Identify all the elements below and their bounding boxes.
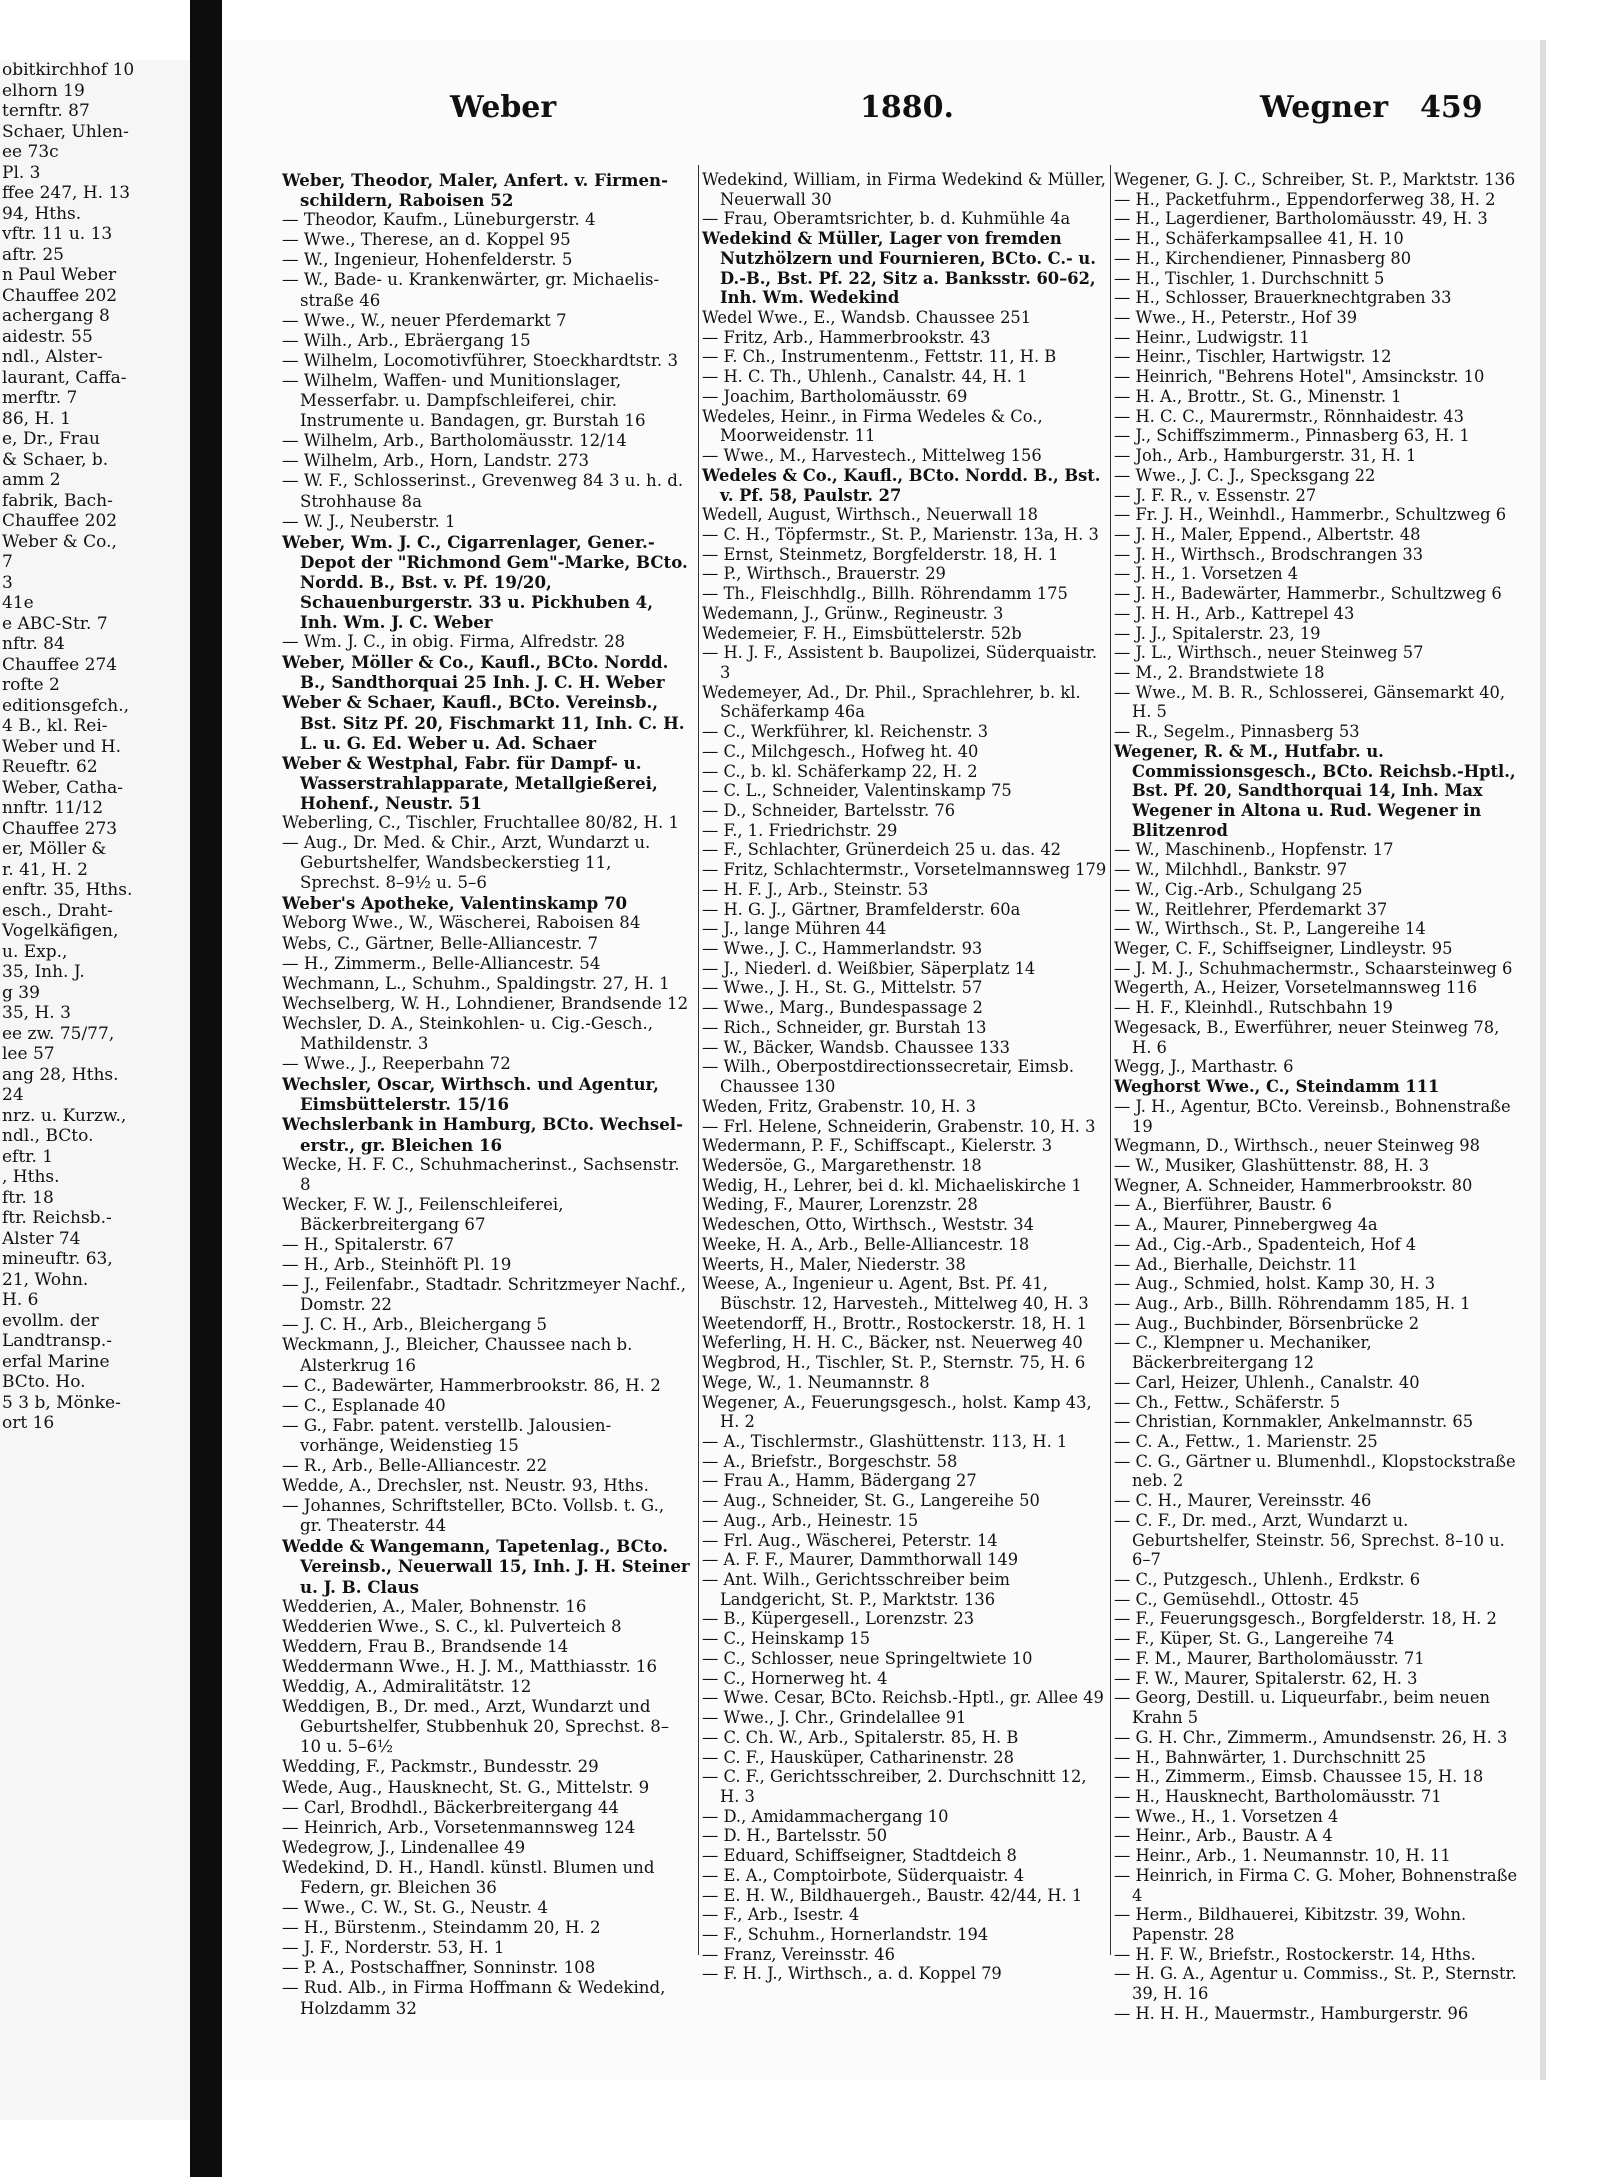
directory-entry: Wedeschen, Otto, Wirthsch., Weststr. 34 xyxy=(702,1215,1034,1235)
directory-entry: — C. F., Hausküper, Catharinenstr. 28 xyxy=(702,1747,1014,1767)
directory-entry: — Wwe., C. W., St. G., Neustr. 4 xyxy=(282,1898,548,1918)
directory-entry: — C. H., Maurer, Vereinsstr. 46 xyxy=(1114,1491,1372,1511)
directory-entry: Wedde & Wangemann, Tapetenlag., BCto. Vereinsb., Neuerwall 15, Inh. J. H. Steiner u. J. B. Claus xyxy=(282,1536,690,1597)
directory-entry: — Wwe., Therese, an d. Koppel 95 xyxy=(282,230,571,250)
directory-entry: Wedig, H., Lehrer, bei d. kl. Michaeliskirche 1 xyxy=(702,1175,1082,1195)
facing-page-line: erfal Marine xyxy=(2,1351,110,1372)
facing-page-line: 5 3 b, Mönke- xyxy=(2,1392,121,1413)
page-header xyxy=(260,90,1500,134)
directory-entry: — C., Milchgesch., Hofweg ht. 40 xyxy=(702,741,979,761)
facing-page-line: Chauffee 274 xyxy=(2,654,118,675)
directory-entry: — H., Hausknecht, Bartholomäusstr. 71 xyxy=(1114,1786,1442,1806)
directory-entry: — H. G. A., Agentur u. Commiss., St. P., Sternstr. 39, H. 16 xyxy=(1114,1964,1517,2004)
directory-entry: — Wwe., J. H., St. G., Mittelstr. 57 xyxy=(702,978,983,998)
facing-page-line: elhorn 19 xyxy=(2,80,85,101)
directory-entry: — Aug., Arb., Billh. Röhrendamm 185, H. 1 xyxy=(1114,1293,1471,1313)
directory-entry: — J. L., Wirthsch., neuer Steinweg 57 xyxy=(1114,643,1424,663)
facing-page-line: Chauffee 273 xyxy=(2,818,118,839)
directory-entry: — Wwe., Marg., Bundespassage 2 xyxy=(702,998,983,1018)
directory-entry: — Eduard, Schiffseigner, Stadtdeich 8 xyxy=(702,1846,1017,1866)
directory-entry: — Frau, Oberamtsrichter, b. d. Kuhmühle 4a xyxy=(702,209,1071,229)
directory-entry: — W., Bäcker, Wandsb. Chaussee 133 xyxy=(702,1037,1010,1057)
directory-entry: — E. H. W., Bildhauergeh., Baustr. 42/44, H. 1 xyxy=(702,1885,1083,1905)
directory-entry: — Wwe., W., neuer Pferdemarkt 7 xyxy=(282,310,567,330)
directory-entry: — H. F., Kleinhdl., Rutschbahn 19 xyxy=(1114,998,1393,1018)
directory-entry: — C., Heinskamp 15 xyxy=(702,1629,871,1649)
directory-entry: — Ad., Cig.-Arb., Spadenteich, Hof 4 xyxy=(1114,1234,1417,1254)
directory-entry: — Aug., Schmied, holst. Kamp 30, H. 3 xyxy=(1114,1274,1436,1294)
directory-entry: Webs, C., Gärtner, Belle-Alliancestr. 7 xyxy=(282,933,599,953)
directory-entry: — H., Zimmerm., Belle-Alliancestr. 54 xyxy=(282,953,601,973)
directory-entry: — F., Arb., Isestr. 4 xyxy=(702,1905,860,1925)
directory-entry: Weber, Möller & Co., Kaufl., BCto. Nordd. B., Sandthorquai 25 Inh. J. C. H. Weber xyxy=(282,652,669,693)
directory-entry: — Heinrich, in Firma C. G. Moher, Bohnenstraße 4 xyxy=(1114,1865,1518,1905)
directory-entry: — Theodor, Kaufm., Lüneburgerstr. 4 xyxy=(282,210,596,230)
facing-page-line: esch., Draht- xyxy=(2,900,113,921)
directory-entry: — Aug., Buchbinder, Börsenbrücke 2 xyxy=(1114,1313,1420,1333)
directory-entry: — Wwe., M., Harvestech., Mittelweg 156 xyxy=(702,446,1042,466)
directory-entry: — Wwe., J., Reeperbahn 72 xyxy=(282,1054,511,1074)
facing-page-line: Weber & Co., xyxy=(2,531,117,552)
directory-entry: — H., Bahnwärter, 1. Durchschnitt 25 xyxy=(1114,1747,1427,1767)
directory-entry: — H., Kirchendiener, Pinnasberg 80 xyxy=(1114,248,1412,268)
directory-entry: — J. H., Maler, Eppend., Albertstr. 48 xyxy=(1114,524,1421,544)
facing-page-line: & Schaer, b. xyxy=(2,449,109,470)
facing-page-line: editionsgefch., xyxy=(2,695,130,716)
directory-entry: Wegener, G. J. C., Schreiber, St. P., Marktstr. 136 xyxy=(1114,170,1516,189)
directory-entry: — C., Klempner u. Mechaniker, Bäckerbreitergang 12 xyxy=(1114,1333,1372,1373)
directory-entry: — H. C. C., Maurermstr., Rönnhaidestr. 43 xyxy=(1114,406,1465,426)
facing-page-line: e, Dr., Frau xyxy=(2,429,100,449)
directory-entry: — Herm., Bildhauerei, Kibitzstr. 39, Wohn. Papenstr. 28 xyxy=(1114,1905,1467,1944)
directory-entry: Wegerth, A., Heizer, Vorsetelmannsweg 116 xyxy=(1114,978,1478,998)
facing-page-line: ternftr. 87 xyxy=(2,101,90,121)
directory-entry: — Heinrich, "Behrens Hotel", Amsinckstr. 10 xyxy=(1114,367,1485,387)
facing-page-line: 86, H. 1 xyxy=(2,408,71,429)
directory-entry: — C., Esplanade 40 xyxy=(282,1395,446,1415)
directory-entry: — H., Tischler, 1. Durchschnitt 5 xyxy=(1114,268,1385,288)
directory-entry: Weddermann Wwe., H. J. M., Matthiasstr. 16 xyxy=(282,1656,658,1676)
directory-entry: — W. F., Schlosserinst., Grevenweg 84 3 u. h. d. Strohhause 8a xyxy=(282,471,684,511)
directory-entry: Weckmann, J., Bleicher, Chaussee nach b. Alsterkrug 16 xyxy=(282,1335,633,1375)
directory-entry: — P. A., Postschaffner, Sonninstr. 108 xyxy=(282,1958,596,1978)
directory-entry: — R., Arb., Belle-Alliancestr. 22 xyxy=(282,1456,548,1475)
facing-page-line: Alster 74 xyxy=(2,1228,81,1249)
directory-entry: — W., Reitlehrer, Pferdemarkt 37 xyxy=(1114,899,1388,919)
directory-entry: — C. F., Gerichtsschreiber, 2. Durchschnitt 12, H. 3 xyxy=(702,1767,1087,1806)
directory-entry: — H., Zimmerm., Eimsb. Chaussee 15, H. 18 xyxy=(1114,1767,1484,1787)
directory-entry: — H., Spitalerstr. 67 xyxy=(282,1234,455,1254)
directory-entry: Wedding, F., Packmstr., Bundesstr. 29 xyxy=(282,1757,599,1777)
facing-page-fragment xyxy=(0,60,190,2120)
directory-entry: — Georg, Destill. u. Liqueurfabr., beim neuen Krahn 5 xyxy=(1114,1688,1490,1728)
facing-page-line: mineuftr. 63, xyxy=(2,1249,113,1269)
column-2 xyxy=(702,170,1110,1984)
directory-entry: — Franz, Vereinsstr. 46 xyxy=(702,1944,895,1964)
directory-entry: Wedeles, Heinr., in Firma Wedeles & Co., Moorweidenstr. 11 xyxy=(702,406,1043,446)
directory-entry: Weetendorff, H., Brottr., Rostockerstr. 18, H. 1 xyxy=(702,1313,1087,1333)
directory-entry: Wedell, August, Wirthsch., Neuerwall 18 xyxy=(702,505,1038,525)
directory-entry: — Heinr., Arb., 1. Neumannstr. 10, H. 11 xyxy=(1114,1846,1451,1866)
directory-entry: — Ad., Bierhalle, Deichstr. 11 xyxy=(1114,1254,1358,1274)
facing-page-line: aftr. 25 xyxy=(2,244,64,265)
directory-entry: — J. H., Wirthsch., Brodschrangen 33 xyxy=(1114,544,1424,564)
facing-page-line: H. 6 xyxy=(2,1290,39,1310)
directory-entry: — Wilhelm, Arb., Bartholomäusstr. 12/14 xyxy=(282,431,627,451)
directory-entry: — A., Maurer, Pinnebergweg 4a xyxy=(1114,1215,1378,1235)
directory-entry: — M., 2. Brandstwiete 18 xyxy=(1114,662,1325,682)
directory-entry: Weferling, H. H. C., Bäcker, nst. Neuerweg 40 xyxy=(702,1333,1083,1353)
header-year: 1880. xyxy=(860,90,954,125)
directory-entry: — J., lange Mühren 44 xyxy=(702,919,887,939)
directory-entry: — J. H. H., Arb., Kattrepel 43 xyxy=(1114,603,1355,623)
directory-entry: — F., 1. Friedrichstr. 29 xyxy=(702,820,898,840)
directory-entry: Wedekind, D. H., Handl. künstl. Blumen und Federn, gr. Bleichen 36 xyxy=(282,1857,655,1897)
directory-entry: — Heinrich, Arb., Vorsetenmannsweg 124 xyxy=(282,1817,636,1837)
directory-entry: — Wwe., J. Chr., Grindelallee 91 xyxy=(702,1708,967,1728)
directory-entry: — J. F. R., v. Essenstr. 27 xyxy=(1114,485,1317,505)
directory-entry: — Ernst, Steinmetz, Borgfelderstr. 18, H. 1 xyxy=(702,544,1059,564)
directory-entry: Weber & Schaer, Kaufl., BCto. Vereinsb., Bst. Sitz Pf. 20, Fischmarkt 11, Inh. C. H. L. u. G. Ed. Weber u. Ad. Schaer xyxy=(282,692,685,753)
directory-entry: Weber, Wm. J. C., Cigarrenlager, Gener.-Depot der "Richmond Gem"-Marke, BCto. Nordd. B., Bst. v. Pf. 19/20, Schauenburgerstr. 33 u. Pickhuben 4, Inh. Wm. J. C. Weber xyxy=(282,531,688,633)
column-1 xyxy=(282,170,690,2019)
directory-entry: — F., Schuhm., Hornerlandstr. 194 xyxy=(702,1924,989,1944)
facing-page-line: ftr. 18 xyxy=(2,1187,54,1208)
directory-entry: Wedeles & Co., Kaufl., BCto. Nordd. B., Bst. v. Pf. 58, Paulstr. 27 xyxy=(702,465,1101,505)
directory-entry: — J. H., Agentur, BCto. Vereinsb., Bohnenstraße 19 xyxy=(1114,1096,1511,1136)
facing-page-line: ftr. Reichsb.- xyxy=(2,1208,112,1228)
directory-entry: — Christian, Kornmakler, Ankelmannstr. 65 xyxy=(1114,1412,1474,1432)
directory-entry: — H., Bürstenm., Steindamm 20, H. 2 xyxy=(282,1918,601,1938)
facing-page-line: , Hths. xyxy=(2,1167,60,1187)
directory-entry: — C. G., Gärtner u. Blumenhdl., Klopstockstraße neb. 2 xyxy=(1114,1451,1516,1491)
directory-entry: Wechsler, D. A., Steinkohlen- u. Cig.-Gesch., Mathildenstr. 3 xyxy=(282,1013,654,1054)
facing-page-line: laurant, Caffa- xyxy=(2,367,127,388)
column-rule-1 xyxy=(698,165,699,1955)
directory-entry: — C., Putzgesch., Uhlenh., Erdkstr. 6 xyxy=(1114,1570,1421,1590)
directory-entry: Wedel Wwe., E., Wandsb. Chaussee 251 xyxy=(702,308,1032,328)
facing-page-line: 94, Hths. xyxy=(2,203,82,224)
directory-entry: Weese, A., Ingenieur u. Agent, Bst. Pf. 41, Büschstr. 12, Harvesteh., Mittelweg 40, H. 3 xyxy=(702,1274,1089,1313)
directory-entry: — C., Badewärter, Hammerbrookstr. 86, H. 2 xyxy=(282,1375,661,1395)
directory-entry: — C., Gemüsehdl., Ottostr. 45 xyxy=(1114,1589,1360,1609)
facing-page-line: 35, H. 3 xyxy=(2,1003,71,1023)
facing-page-line: e ABC-Str. 7 xyxy=(2,613,108,634)
directory-entry: — A., Briefstr., Borgeschstr. 58 xyxy=(702,1451,958,1471)
directory-entry: — Fritz, Arb., Hammerbrookstr. 43 xyxy=(702,327,991,347)
directory-entry: — Wilh., Arb., Ebräergang 15 xyxy=(282,330,531,350)
directory-entry: — F. H. J., Wirthsch., a. d. Koppel 79 xyxy=(702,1964,1002,1984)
directory-entry: Weborg Wwe., W., Wäscherei, Raboisen 84 xyxy=(282,913,641,933)
directory-entry: — P., Wirthsch., Brauerstr. 29 xyxy=(702,564,946,584)
directory-entry: — J., Niederl. d. Weißbier, Säperplatz 14 xyxy=(702,958,1036,978)
directory-entry: — Fr. J. H., Weinhdl., Hammerbr., Schultzweg 6 xyxy=(1114,505,1507,525)
facing-page-line: Chauffee 202 xyxy=(2,511,118,531)
directory-entry: Wedegrow, J., Lindenallee 49 xyxy=(282,1837,526,1857)
directory-entry: Weber, Theodor, Maler, Anfert. v. Firmen-schildern, Raboisen 52 xyxy=(282,170,668,211)
facing-page-line: Landtransp.- xyxy=(2,1331,113,1351)
directory-entry: — Wwe., M. B. R., Schlosserei, Gänsemarkt 40, H. 5 xyxy=(1114,682,1506,722)
directory-entry: — J. H., 1. Vorsetzen 4 xyxy=(1114,564,1299,584)
directory-entry: Wegener, A., Feuerungsgesch., holst. Kamp 43, H. 2 xyxy=(702,1392,1092,1432)
directory-entry: — Wilhelm, Arb., Horn, Landstr. 273 xyxy=(282,451,590,471)
facing-page-line: nrz. u. Kurzw., xyxy=(2,1105,127,1126)
directory-entry: — H. F. J., Arb., Steinstr. 53 xyxy=(702,879,929,899)
directory-entry: — J., Schiffszimmerm., Pinnasberg 63, H. 1 xyxy=(1114,426,1470,446)
directory-entry: — H. F. W., Briefstr., Rostockerstr. 14, Hths. xyxy=(1114,1944,1476,1964)
directory-entry: — J. H., Badewärter, Hammerbr., Schultzweg 6 xyxy=(1114,584,1502,604)
directory-entry: Wege, W., 1. Neumannstr. 8 xyxy=(702,1372,930,1392)
facing-page-line: ang 28, Hths. xyxy=(2,1064,119,1085)
directory-entry: — A., Bierführer, Baustr. 6 xyxy=(1114,1195,1332,1215)
facing-page-line: 41e xyxy=(2,593,34,613)
directory-entry: Weeke, H. A., Arb., Belle-Alliancestr. 18 xyxy=(702,1234,1030,1254)
directory-entry: — Heinr., Tischler, Hartwigstr. 12 xyxy=(1114,347,1392,367)
directory-entry: Weberling, C., Tischler, Fruchtallee 80/82, H. 1 xyxy=(282,813,680,832)
directory-entry: Wechselberg, W. H., Lohndiener, Brandsende 12 xyxy=(282,993,689,1013)
directory-entry: — H. H. H., Mauermstr., Hamburgerstr. 96 xyxy=(1114,2003,1469,2023)
directory-entry: — Wwe., J. C. J., Specksgang 22 xyxy=(1114,465,1376,485)
directory-entry: Weddig, A., Admiralitätstr. 12 xyxy=(282,1677,532,1697)
directory-entry: Wechslerbank in Hamburg, BCto. Wechsel-erstr., gr. Bleichen 16 xyxy=(282,1114,683,1155)
facing-page-line: fabrik, Bach- xyxy=(2,490,113,511)
directory-entry: — W., Ingenieur, Hohenfelderstr. 5 xyxy=(282,250,573,270)
directory-entry: Wedde, A., Drechsler, nst. Neustr. 93, Hths. xyxy=(282,1476,649,1496)
facing-page-line: er, Möller & xyxy=(2,839,107,859)
directory-entry: — J. C. H., Arb., Bleichergang 5 xyxy=(282,1315,548,1335)
directory-entry: — J. M. J., Schuhmachermstr., Schaarsteinweg 6 xyxy=(1114,958,1513,978)
directory-entry: — Wwe., J. C., Hammerlandstr. 93 xyxy=(702,939,983,959)
directory-entry: Wechmann, L., Schuhm., Spaldingstr. 27, H. 1 xyxy=(282,973,670,993)
facing-page-line: nftr. 84 xyxy=(2,634,65,654)
directory-entry: — D. H., Bartelsstr. 50 xyxy=(702,1826,888,1846)
facing-page-line: 4 B., kl. Rei- xyxy=(2,716,108,736)
facing-page-line: Schaer, Uhlen- xyxy=(2,121,129,142)
directory-entry: — W., Musiker, Glashüttenstr. 88, H. 3 xyxy=(1114,1155,1430,1175)
facing-page-line: aidestr. 55 xyxy=(2,326,93,347)
directory-entry: — C., Schlosser, neue Springeltwiete 10 xyxy=(702,1648,1033,1668)
facing-page-line: 24 xyxy=(2,1085,24,1105)
facing-page-line: vftr. 11 u. 13 xyxy=(2,224,113,244)
facing-page-line: Weber und H. xyxy=(2,736,122,757)
directory-entry: — A., Tischlermstr., Glashüttenstr. 113, H. 1 xyxy=(702,1432,1068,1451)
directory-entry: — C., Werkführer, kl. Reichenstr. 3 xyxy=(702,722,989,742)
directory-entry: Wedekind & Müller, Lager von fremden Nutzhölzern und Fournieren, BCto. C.- u. D.-B., Bst. Pf. 22, Sitz a. Banksstr. 60–62, Inh. Wm. Wedekind xyxy=(702,229,1096,308)
facing-page-line: nnftr. 11/12 xyxy=(2,798,104,818)
directory-entry: Wedekind, William, in Firma Wedekind & Müller, Neuerwall 30 xyxy=(702,170,1106,209)
directory-entry: — Aug., Arb., Heinestr. 15 xyxy=(702,1510,919,1530)
directory-entry: — Wilhelm, Waffen- und Munitionslager, Messerfabr. u. Dampfschleiferei, chir. Instrumente u. Bandagen, gr. Burstah 16 xyxy=(282,370,646,431)
directory-entry: — J. J., Spitalerstr. 23, 19 xyxy=(1114,623,1321,643)
directory-entry: Wegener, R. & M., Hutfabr. u. Commissionsgesch., BCto. Reichsb.-Hptl., Bst. Pf. 20, Sandthorquai 14, Inh. Max Wegener in Altona u. Rud. Wegener in Blitzenrod xyxy=(1114,741,1516,840)
facing-page-line: Reueftr. 62 xyxy=(2,757,98,777)
facing-page-line: Pl. 3 xyxy=(2,162,41,183)
directory-entry: — Carl, Brodhdl., Bäckerbreitergang 44 xyxy=(282,1797,619,1817)
directory-entry: — Wwe., H., Peterstr., Hof 39 xyxy=(1114,308,1358,328)
directory-entry: Wedderien Wwe., S. C., kl. Pulverteich 8 xyxy=(282,1616,622,1636)
directory-entry: — E. A., Comptoirbote, Süderquaistr. 4 xyxy=(702,1865,1025,1885)
directory-entry: — C. F., Dr. med., Arzt, Wundarzt u. Geburtshelfer, Steinstr. 56, Sprechst. 8–10 u. 6–7 xyxy=(1114,1510,1505,1570)
facing-page-line: g 39 xyxy=(2,982,40,1003)
directory-entry: Wedersöe, G., Margarethenstr. 18 xyxy=(702,1155,982,1175)
facing-page-line: u. Exp., xyxy=(2,941,68,962)
directory-entry: Wegner, A. Schneider, Hammerbrookstr. 80 xyxy=(1114,1175,1473,1195)
facing-page-line: r. 41, H. 2 xyxy=(2,859,88,880)
directory-entry: — C., b. kl. Schäferkamp 22, H. 2 xyxy=(702,761,978,781)
directory-entry: — F., Küper, St. G., Langereihe 74 xyxy=(1114,1629,1395,1649)
directory-entry: — H. A., Brottr., St. G., Minenstr. 1 xyxy=(1114,386,1402,406)
facing-page-line: n Paul Weber xyxy=(2,265,117,285)
header-right-keyword: Wegner xyxy=(1260,90,1389,125)
facing-page-line: ee 73c xyxy=(2,142,59,162)
column-rule-2 xyxy=(1110,165,1111,1955)
directory-entry: — Aug., Schneider, St. G., Langereihe 50 xyxy=(702,1491,1040,1511)
directory-entry: — H., Lagerdiener, Bartholomäusstr. 49, H. 3 xyxy=(1114,209,1488,229)
directory-entry: — H., Arb., Steinhöft Pl. 19 xyxy=(282,1255,512,1275)
directory-entry: — H., Packetfuhrm., Eppendorferweg 38, H. 2 xyxy=(1114,189,1496,209)
directory-entry: Wedemann, J., Grünw., Regineustr. 3 xyxy=(702,603,1004,623)
directory-entry: — H. G. J., Gärtner, Bramfelderstr. 60a xyxy=(702,899,1021,919)
directory-entry: Weghorst Wwe., C., Steindamm 111 xyxy=(1114,1077,1440,1097)
header-left-keyword: Weber xyxy=(450,90,557,125)
facing-page-line: rofte 2 xyxy=(2,675,60,695)
directory-entry: — D., Schneider, Bartelsstr. 76 xyxy=(702,801,956,820)
facing-page-line: 7 xyxy=(2,552,13,572)
directory-entry: — F. W., Maurer, Spitalerstr. 62, H. 3 xyxy=(1114,1668,1418,1688)
directory-entry: — H., Schäferkampsallee 41, H. 10 xyxy=(1114,229,1404,249)
directory-entry: Weding, F., Maurer, Lorenzstr. 28 xyxy=(702,1195,978,1215)
column-3 xyxy=(1114,170,1522,2024)
directory-entry: Weerts, H., Maler, Niederstr. 38 xyxy=(702,1254,966,1274)
facing-page-line: Chauffee 202 xyxy=(2,285,118,306)
directory-entry: — Fritz, Schlachtermstr., Vorsetelmannsweg 179 xyxy=(702,860,1107,880)
directory-entry: — F., Schlachter, Grünerdeich 25 u. das. 42 xyxy=(702,840,1062,860)
facing-page-line: ndl., BCto. xyxy=(2,1126,94,1146)
directory-entry: — F. Ch., Instrumentenm., Fettstr. 11, H. B xyxy=(702,347,1057,367)
directory-entry: — C. A., Fettw., 1. Marienstr. 25 xyxy=(1114,1432,1378,1451)
directory-entry: — Frau A., Hamm, Bädergang 27 xyxy=(702,1471,977,1491)
directory-entry: — Th., Fleischhdlg., Billh. Röhrendamm 175 xyxy=(702,584,1068,604)
directory-entry: Weddern, Frau B., Brandsende 14 xyxy=(282,1636,569,1656)
directory-entry: — W., Bade- u. Krankenwärter, gr. Michaelis-straße 46 xyxy=(282,270,660,310)
directory-entry: Wegbrod, H., Tischler, St. P., Sternstr. 75, H. 6 xyxy=(702,1353,1086,1373)
directory-entry: Wedderien, A., Maler, Bohnenstr. 16 xyxy=(282,1596,587,1616)
directory-entry: — Ant. Wilh., Gerichtsschreiber beim Landgericht, St. P., Marktstr. 136 xyxy=(702,1570,1010,1609)
directory-entry: — Carl, Heizer, Uhlenh., Canalstr. 40 xyxy=(1114,1372,1420,1392)
book-gutter xyxy=(190,0,222,2177)
directory-entry: — Ch., Fettw., Schäferstr. 5 xyxy=(1114,1392,1341,1412)
facing-page-line: 35, Inh. J. xyxy=(2,962,85,982)
directory-entry: Wecker, F. W. J., Feilenschleiferei, Bäckerbreitergang 67 xyxy=(282,1194,564,1234)
directory-entry: — W., Maschinenb., Hopfenstr. 17 xyxy=(1114,840,1394,860)
directory-entry: Wegmann, D., Wirthsch., neuer Steinweg 98 xyxy=(1114,1136,1480,1156)
directory-entry: — Rich., Schneider, gr. Burstah 13 xyxy=(702,1017,987,1037)
directory-entry: Wegg, J., Marthastr. 6 xyxy=(1114,1057,1294,1077)
facing-page-line: amm 2 xyxy=(2,470,61,490)
directory-entry: — F. M., Maurer, Bartholomäusstr. 71 xyxy=(1114,1648,1425,1668)
directory-entry: — D., Amidammachergang 10 xyxy=(702,1806,949,1826)
facing-page-line: merftr. 7 xyxy=(2,388,78,408)
directory-entry: — Frl. Helene, Schneiderin, Grabenstr. 10, H. 3 xyxy=(702,1116,1096,1136)
directory-entry: — Heinr., Arb., Baustr. A 4 xyxy=(1114,1826,1333,1846)
directory-entry: Weger, C. F., Schiffseigner, Lindleystr. 95 xyxy=(1114,939,1453,959)
facing-page-line: ort 16 xyxy=(2,1413,55,1433)
directory-entry: — Frl. Aug., Wäscherei, Peterstr. 14 xyxy=(702,1530,998,1550)
directory-entry: Weber's Apotheke, Valentinskamp 70 xyxy=(282,893,628,914)
directory-entry: — B., Küpergesell., Lorenzstr. 23 xyxy=(702,1609,975,1629)
facing-page-line: ndl., Alster- xyxy=(2,347,103,367)
facing-page-line: Vogelkäfigen, xyxy=(2,921,119,941)
directory-entry: — W., Wirthsch., St. P., Langereihe 14 xyxy=(1114,919,1426,939)
directory-entry: — C., Hornerweg ht. 4 xyxy=(702,1668,888,1688)
page-number: 459 xyxy=(1420,90,1483,125)
directory-entry: — J. F., Norderstr. 53, H. 1 xyxy=(282,1938,505,1958)
facing-page-line: ffee 247, H. 13 xyxy=(2,183,131,203)
directory-entry: — Joachim, Bartholomäusstr. 69 xyxy=(702,386,968,406)
directory-entry: — C. H., Töpfermstr., St. P., Marienstr. 13a, H. 3 xyxy=(702,524,1099,544)
directory-entry: Wedemeyer, Ad., Dr. Phil., Sprachlehrer, b. kl. Schäferkamp 46a xyxy=(702,682,1081,722)
directory-entry: Weber & Westphal, Fabr. für Dampf- u. Wasserstrahlapparate, Metallgießerei, Hohenf., Neustr. 51 xyxy=(282,752,658,813)
directory-entry: Wedemeier, F. H., Eimsbüttelerstr. 52b xyxy=(702,623,1022,643)
facing-page-line: 3 xyxy=(2,572,13,593)
directory-entry: Wedermann, P. F., Schiffscapt., Kielerstr. 3 xyxy=(702,1136,1053,1156)
directory-entry: Wegesack, B., Ewerführer, neuer Steinweg 78, H. 6 xyxy=(1114,1017,1500,1057)
facing-page-line: BCto. Ho. xyxy=(2,1372,86,1392)
directory-entry: — R., Segelm., Pinnasberg 53 xyxy=(1114,722,1360,742)
facing-page-line: ee zw. 75/77, xyxy=(2,1023,115,1044)
directory-entry: — H. J. F., Assistent b. Baupolizei, Süderquaistr. 3 xyxy=(702,643,1098,682)
facing-page-line: enftr. 35, Hths. xyxy=(2,880,133,900)
directory-entry: — F., Feuerungsgesch., Borgfelderstr. 18, H. 2 xyxy=(1114,1609,1497,1629)
facing-page-line: obitkirchhof 10 xyxy=(2,60,135,80)
directory-entry: Weddigen, B., Dr. med., Arzt, Wundarzt und Geburtshelfer, Stubbenhuk 20, Sprechst. 8–10 u. 5–6½ xyxy=(282,1697,670,1757)
directory-entry: — Wwe., H., 1. Vorsetzen 4 xyxy=(1114,1806,1339,1826)
directory-entry: — Johannes, Schriftsteller, BCto. Vollsb. t. G., gr. Theaterstr. 44 xyxy=(282,1496,665,1536)
directory-entry: — H., Schlosser, Brauerknechtgraben 33 xyxy=(1114,288,1452,308)
directory-entry: — Aug., Dr. Med. & Chir., Arzt, Wundarzt u. Geburtshelfer, Wandsbeckerstieg 11, Sprechst. 8–9½ u. 5–6 xyxy=(282,833,651,893)
facing-page-line: 21, Wohn. xyxy=(2,1269,89,1290)
directory-entry: — C. Ch. W., Arb., Spitalerstr. 85, H. B xyxy=(702,1727,1019,1747)
directory-entry: — Heinr., Ludwigstr. 11 xyxy=(1114,327,1310,347)
directory-entry: Weden, Fritz, Grabenstr. 10, H. 3 xyxy=(702,1096,976,1116)
facing-page-line: lee 57 xyxy=(2,1044,55,1064)
directory-entry: — W., Cig.-Arb., Schulgang 25 xyxy=(1114,879,1363,899)
directory-entry: — H. C. Th., Uhlenh., Canalstr. 44, H. 1 xyxy=(702,367,1028,387)
directory-entry: — Rud. Alb., in Firma Hoffmann & Wedekind, Holzdamm 32 xyxy=(282,1978,666,2018)
facing-page-line: evollm. der xyxy=(2,1310,99,1331)
directory-entry: — A. F. F., Maurer, Dammthorwall 149 xyxy=(702,1550,1019,1570)
directory-entry: Wede, Aug., Hausknecht, St. G., Mittelstr. 9 xyxy=(282,1777,650,1797)
directory-entry: — J., Feilenfabr., Stadtadr. Schritzmeyer Nachf., Domstr. 22 xyxy=(282,1275,687,1315)
directory-entry: — W., Milchhdl., Bankstr. 97 xyxy=(1114,860,1348,880)
directory-entry: — G., Fabr. patent. verstellb. Jalousien-vorhänge, Weidenstieg 15 xyxy=(282,1415,612,1455)
directory-entry: — Wilh., Oberpostdirectionssecretair, Eimsb. Chaussee 130 xyxy=(702,1057,1075,1097)
directory-entry: — Joh., Arb., Hamburgerstr. 31, H. 1 xyxy=(1114,446,1417,466)
directory-entry: Wecke, H. F. C., Schuhmacherinst., Sachsenstr. 8 xyxy=(282,1154,680,1194)
directory-entry: — Wwe. Cesar, BCto. Reichsb.-Hptl., gr. Allee 49 xyxy=(702,1688,1104,1708)
directory-entry: — Wm. J. C., in obig. Firma, Alfredstr. 28 xyxy=(282,632,626,652)
directory-entry: Wechsler, Oscar, Wirthsch. und Agentur, Eimsbüttelerstr. 15/16 xyxy=(282,1074,659,1115)
facing-page-line: achergang 8 xyxy=(2,306,110,326)
directory-entry: — G. H. Chr., Zimmerm., Amundsenstr. 26, H. 3 xyxy=(1114,1727,1508,1747)
directory-entry: — C. L., Schneider, Valentinskamp 75 xyxy=(702,781,1012,801)
directory-entry: — W. J., Neuberstr. 1 xyxy=(282,511,456,531)
directory-entry: — Wilhelm, Locomotivführer, Stoeckhardtstr. 3 xyxy=(282,350,679,370)
facing-page-line: Weber, Catha- xyxy=(2,777,123,798)
facing-page-line: eftr. 1 xyxy=(2,1146,54,1167)
